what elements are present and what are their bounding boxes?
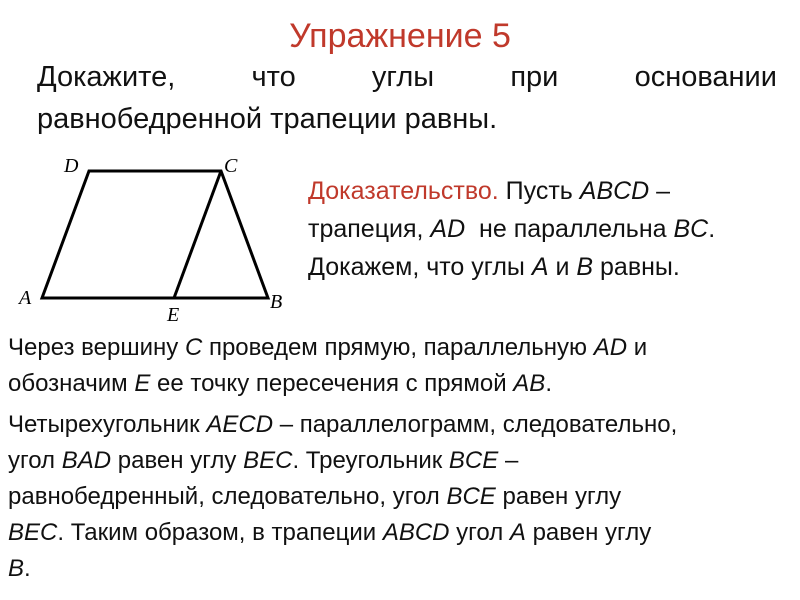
- body-text: ее точку пересечения с прямой: [150, 370, 514, 397]
- vertex-label-a: A: [19, 287, 32, 309]
- statement-line-2: равнобедренной трапеции равны.: [37, 103, 498, 135]
- math-var: ABCD: [382, 519, 450, 546]
- proof-paragraph-1: [8, 330, 792, 402]
- body-text: Через вершину: [8, 334, 185, 361]
- math-var: AECD: [206, 411, 274, 438]
- vertex-label-d: D: [64, 155, 79, 177]
- body-text: – параллелограмм, следовательно,: [273, 411, 678, 438]
- slide-title: Упражнение 5: [289, 17, 511, 55]
- paragraph-line: [8, 407, 792, 443]
- proof-text: –: [649, 177, 671, 205]
- math-var: BCE: [448, 447, 499, 474]
- body-text: угол: [8, 447, 62, 474]
- math-var: BCE: [446, 483, 496, 510]
- body-text: –: [498, 447, 519, 474]
- proof-text: Докажем, что углы: [308, 253, 532, 281]
- proof-intro: [308, 172, 778, 286]
- math-var: BAD: [61, 447, 112, 474]
- body-text: Четырехугольник: [8, 411, 207, 438]
- statement-word: Докажите,: [37, 61, 176, 93]
- statement-word: что: [251, 61, 296, 93]
- math-var: ABCD: [579, 177, 650, 205]
- math-var: B: [8, 555, 25, 582]
- trapezoid-abcd: [42, 171, 268, 298]
- proof-text: .: [708, 215, 716, 243]
- math-var: B: [576, 253, 594, 281]
- proof-line-1: [308, 172, 778, 210]
- proof-text: трапеция,: [308, 215, 431, 243]
- vertex-label-c: C: [224, 155, 238, 177]
- math-var: C: [184, 334, 203, 361]
- body-text: обозначим: [8, 370, 135, 397]
- proof-heading: Доказательство.: [308, 177, 499, 205]
- segment-ce: [174, 171, 221, 298]
- math-var: AB: [513, 370, 546, 397]
- body-text: .: [24, 555, 31, 582]
- body-text: равнобедренный, следовательно, угол: [8, 483, 447, 510]
- math-var: BEC: [8, 519, 58, 546]
- body-text: . Таким образом, в трапеции: [57, 519, 383, 546]
- vertex-label-e: E: [167, 304, 180, 326]
- proof-text: равны.: [593, 253, 680, 281]
- proof-paragraph-2: [8, 407, 792, 587]
- proof-line-2: [308, 210, 778, 248]
- paragraph-line: [8, 551, 792, 587]
- body-text: и: [627, 334, 648, 361]
- trapezoid-figure: [10, 150, 300, 330]
- body-text: угол: [449, 519, 510, 546]
- statement-word: основании: [634, 61, 777, 93]
- proof-text: Пусть: [498, 177, 580, 205]
- proof-text: и: [548, 253, 577, 281]
- statement-word: углы: [371, 61, 435, 93]
- math-var: E: [134, 370, 151, 397]
- math-var: A: [509, 519, 526, 546]
- problem-statement: [37, 56, 777, 140]
- math-var: BC: [673, 215, 709, 243]
- math-var: A: [531, 253, 549, 281]
- math-var: AD: [593, 334, 628, 361]
- body-text: . Треугольник: [292, 447, 449, 474]
- paragraph-line: [8, 366, 792, 402]
- proof-line-3: [308, 248, 778, 286]
- vertex-label-b: B: [270, 291, 283, 313]
- math-var: BEC: [243, 447, 293, 474]
- statement-line-1: [37, 56, 777, 98]
- body-text: равен углу: [525, 519, 652, 546]
- body-text: равен углу: [111, 447, 244, 474]
- statement-word: при: [510, 61, 559, 93]
- math-var: AD: [430, 215, 466, 243]
- body-text: равен углу: [495, 483, 622, 510]
- body-text: проведем прямую, параллельную: [202, 334, 594, 361]
- paragraph-line: [8, 330, 792, 366]
- paragraph-line: [8, 479, 792, 515]
- paragraph-line: [8, 443, 792, 479]
- body-text: .: [545, 370, 552, 397]
- proof-text: не параллельна: [465, 215, 674, 243]
- paragraph-line: [8, 515, 792, 551]
